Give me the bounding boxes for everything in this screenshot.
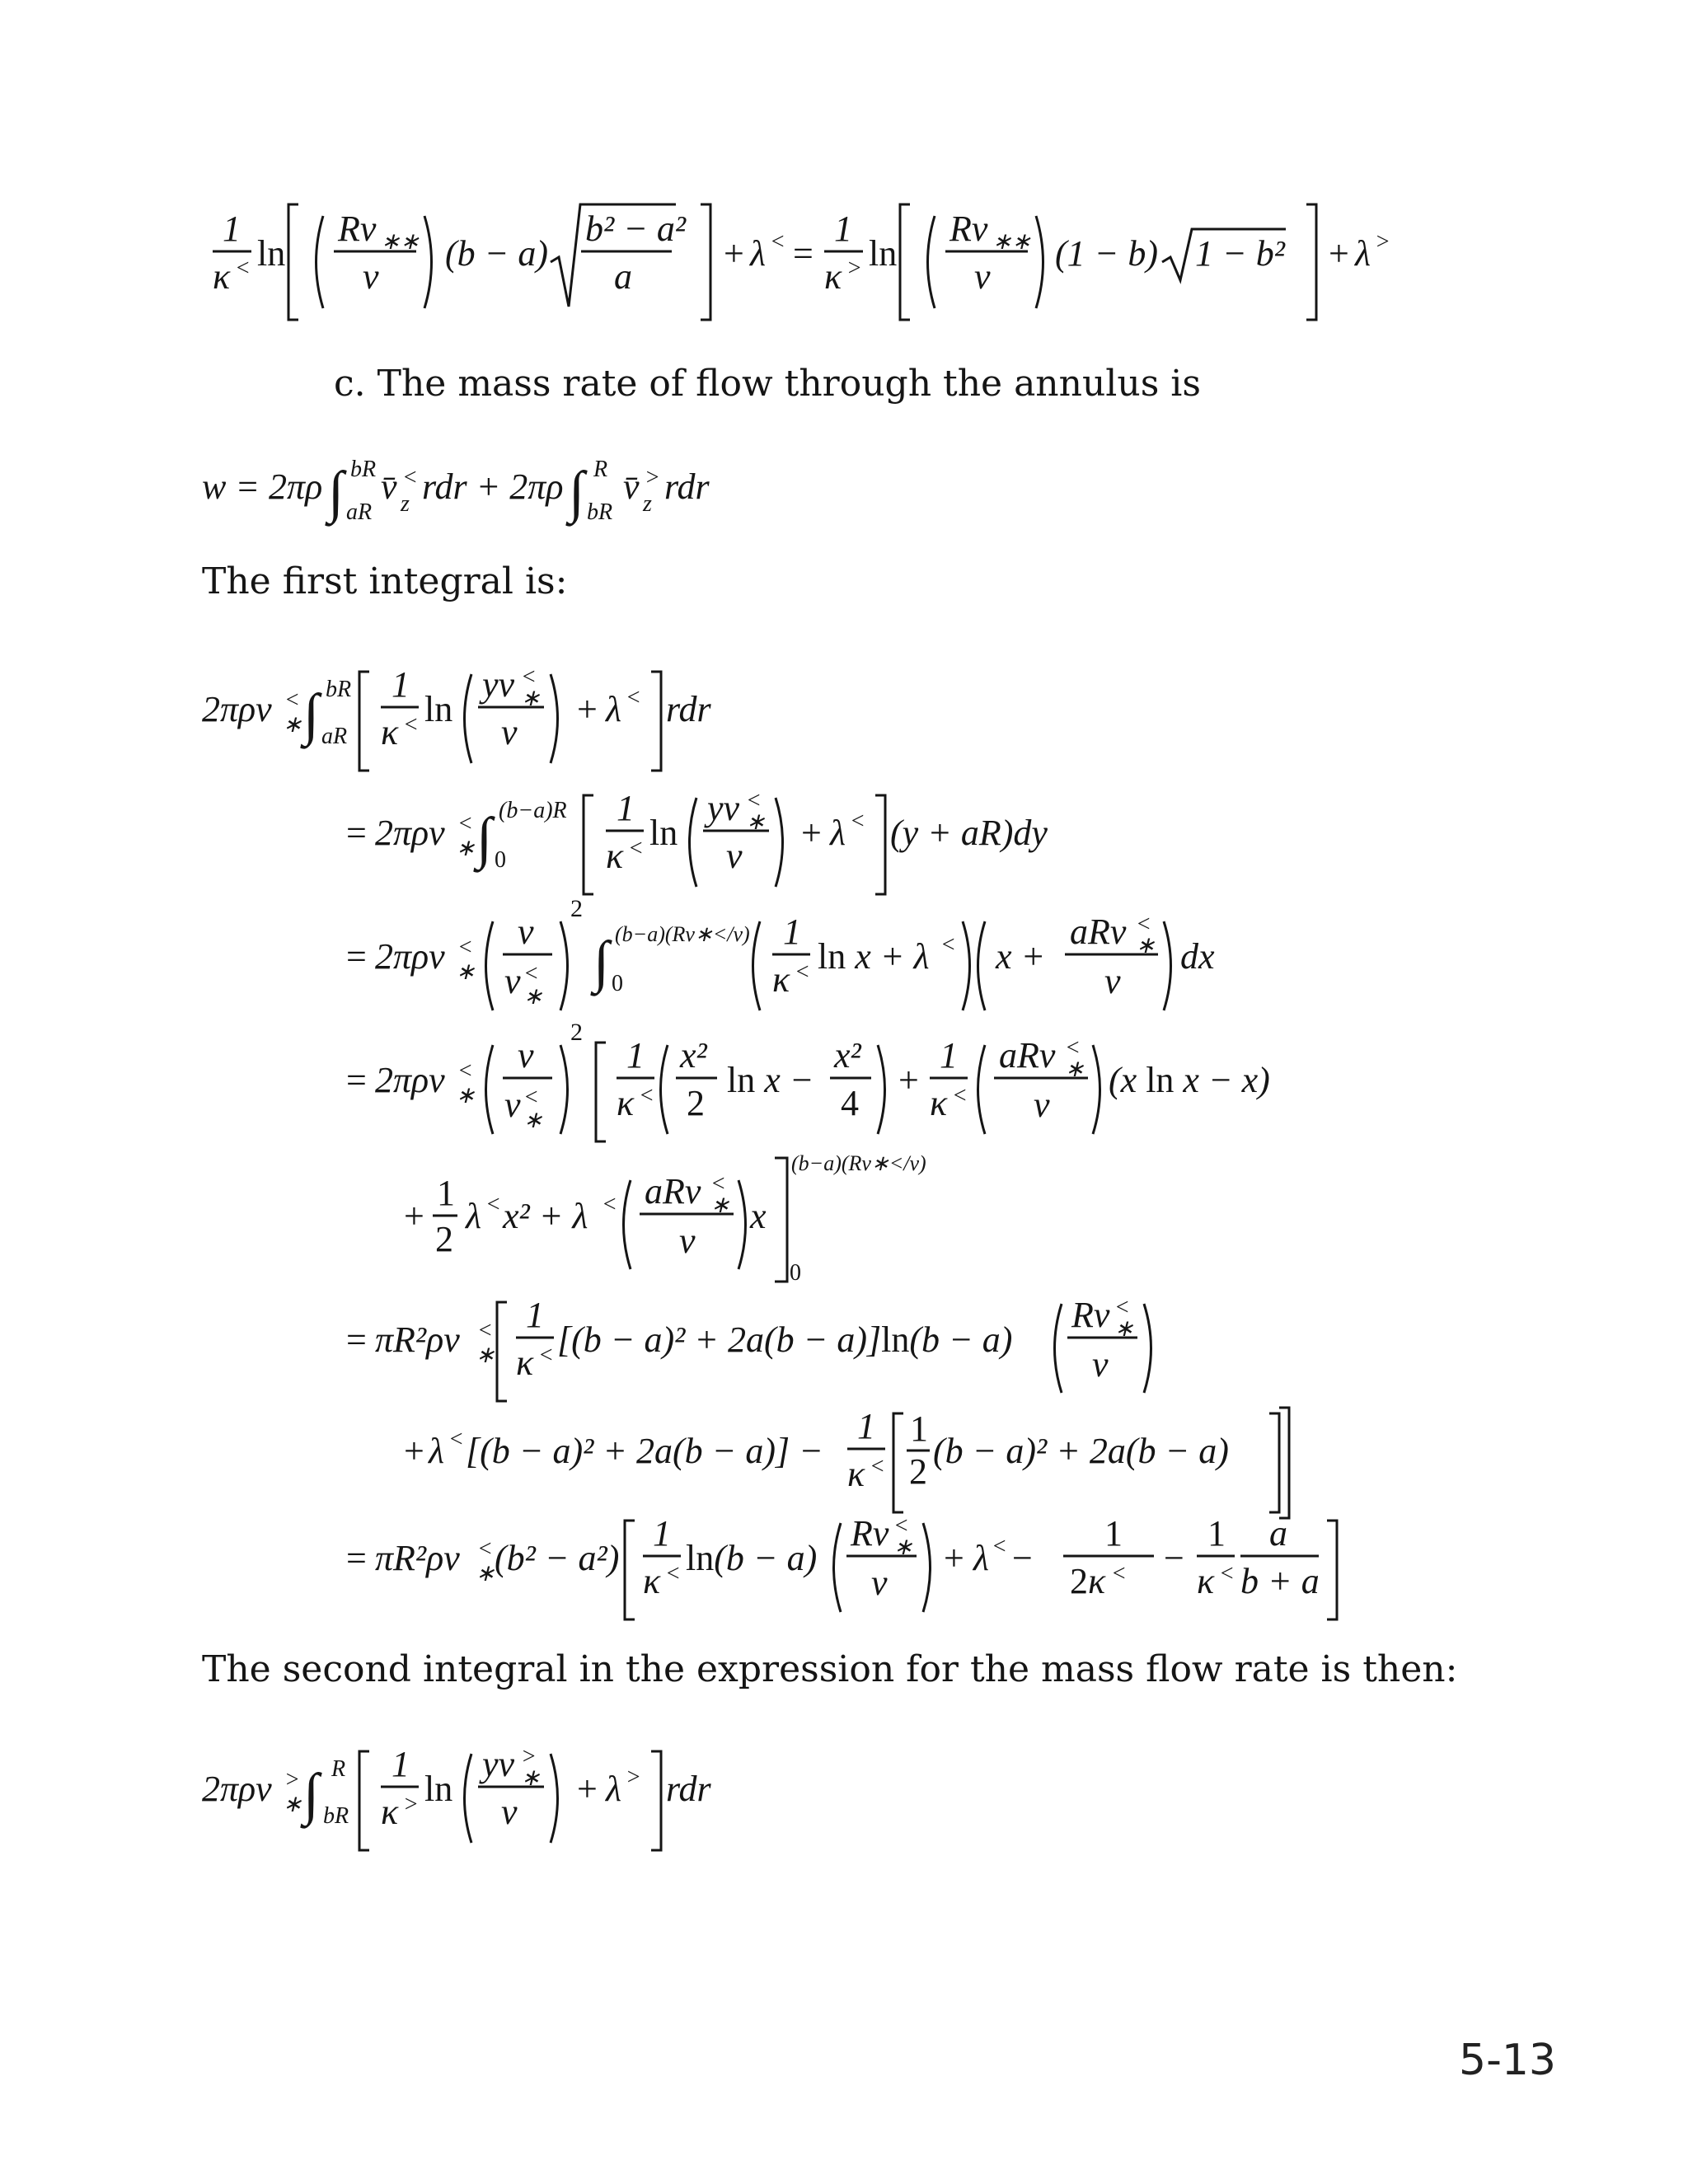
svg-text:Rv: Rv [851, 1513, 889, 1554]
svg-text:<: < [485, 1192, 501, 1217]
svg-text:ln: ln [649, 813, 678, 853]
svg-text:2: 2 [687, 1083, 705, 1123]
svg-text:Rv: Rv [338, 209, 377, 249]
svg-text:+: + [898, 1060, 919, 1100]
svg-text:<: < [284, 687, 300, 713]
svg-text:πR²ρv: πR²ρv [375, 1319, 460, 1360]
svg-text:>: > [626, 1765, 641, 1790]
svg-text:∗: ∗ [476, 1343, 495, 1368]
svg-text:∗: ∗ [521, 1765, 541, 1791]
svg-text:<: < [870, 1454, 885, 1479]
svg-text:aR: aR [346, 499, 373, 525]
svg-text:x +: x + [996, 936, 1046, 977]
svg-text:2: 2 [435, 1219, 453, 1259]
svg-text:=: = [346, 1319, 367, 1360]
svg-text:<: < [992, 1534, 1007, 1559]
svg-text:2κ: 2κ [1070, 1561, 1106, 1601]
svg-text:yv: yv [482, 664, 515, 705]
svg-text:(x ln x − x): (x ln x − x) [1109, 1060, 1270, 1100]
svg-text:∗: ∗ [456, 1083, 476, 1108]
svg-text:∗: ∗ [1065, 1057, 1085, 1082]
svg-text:κ: κ [381, 712, 399, 752]
svg-text:∫: ∫ [476, 807, 493, 870]
svg-text:rdr: rdr [666, 689, 711, 729]
svg-text:aR: aR [321, 724, 348, 749]
svg-text:x: x [750, 1196, 767, 1236]
svg-text:<: < [477, 1536, 493, 1562]
svg-text:∫: ∫ [569, 461, 585, 524]
svg-text:∗∗: ∗∗ [381, 229, 420, 255]
svg-text:bR: bR [326, 677, 352, 702]
svg-text:w = 2πρ: w = 2πρ [202, 466, 323, 507]
svg-text:1: 1 [857, 1406, 875, 1446]
svg-text:+: + [801, 813, 822, 853]
svg-text:+ λ: + λ [944, 1538, 989, 1578]
svg-text:∗: ∗ [476, 1561, 495, 1586]
svg-text:<: < [403, 712, 419, 738]
svg-text:ν: ν [1092, 1344, 1109, 1385]
svg-text:x²: x² [834, 1035, 861, 1076]
svg-text:>: > [521, 1744, 537, 1769]
svg-text:+: + [577, 689, 598, 729]
svg-text:<: < [521, 664, 537, 690]
svg-text:∫: ∫ [328, 461, 345, 524]
svg-text:<: < [402, 465, 418, 490]
svg-text:<: < [538, 1343, 554, 1368]
svg-text:bR: bR [587, 499, 613, 525]
svg-text:∗: ∗ [1136, 933, 1156, 958]
svg-text:−: − [1164, 1538, 1184, 1578]
svg-text:a: a [1269, 1513, 1287, 1554]
svg-text:∗: ∗ [283, 1792, 302, 1817]
svg-text:v: v [504, 1085, 521, 1125]
svg-text:4: 4 [841, 1083, 859, 1123]
svg-text:ln(b − a): ln(b − a) [686, 1538, 818, 1578]
svg-text:κ: κ [213, 256, 231, 297]
svg-text:ν: ν [363, 256, 379, 297]
svg-text:+: + [404, 1196, 424, 1236]
svg-text:∫: ∫ [303, 1763, 320, 1826]
svg-text:2πρv: 2πρv [375, 936, 445, 977]
svg-text:<: < [850, 808, 865, 834]
svg-text:∫: ∫ [593, 930, 610, 994]
svg-text:2: 2 [570, 895, 583, 922]
svg-text:1: 1 [223, 209, 241, 249]
svg-text:<: < [628, 836, 644, 861]
svg-text:1: 1 [1207, 1513, 1226, 1554]
svg-text:+: + [577, 1769, 598, 1809]
svg-text:<: < [1111, 1561, 1127, 1586]
svg-text:(b−a)(Rv∗</ν): (b−a)(Rv∗</ν) [791, 1151, 926, 1175]
svg-text:λ: λ [830, 813, 846, 853]
svg-text:1: 1 [653, 1513, 671, 1554]
page-number: 5-13 [1459, 2036, 1557, 2085]
svg-text:ν: ν [501, 1792, 518, 1832]
svg-text:<: < [457, 1058, 473, 1084]
svg-text:(b² − a²): (b² − a²) [495, 1538, 620, 1578]
svg-text:ν: ν [518, 1035, 534, 1076]
svg-text:ln x + λ: ln x + λ [818, 936, 930, 977]
svg-text:Rv: Rv [1071, 1295, 1110, 1335]
svg-text:bR: bR [350, 457, 377, 482]
svg-text:=: = [346, 936, 367, 977]
svg-text:1: 1 [910, 1408, 928, 1449]
svg-text:<: < [952, 1083, 968, 1108]
svg-text:<: < [477, 1318, 493, 1343]
svg-text:=: = [793, 233, 814, 274]
svg-text:<: < [710, 1171, 726, 1197]
svg-text:1: 1 [526, 1295, 544, 1335]
svg-text:>: > [284, 1767, 300, 1793]
svg-text:=: = [346, 1060, 367, 1100]
svg-text:κ: κ [824, 256, 842, 297]
svg-text:κ: κ [1197, 1561, 1215, 1601]
svg-text:∗: ∗ [523, 1108, 543, 1133]
svg-text:∗: ∗ [456, 836, 476, 861]
svg-text:ν: ν [871, 1563, 888, 1603]
svg-text:(b − a): (b − a) [445, 233, 548, 274]
svg-text:ln: ln [257, 233, 286, 274]
svg-text:ν: ν [726, 836, 743, 876]
svg-text:<: < [1219, 1561, 1235, 1586]
svg-text:κ: κ [643, 1561, 661, 1601]
svg-text:1: 1 [626, 1035, 645, 1076]
svg-text:v: v [504, 961, 521, 1001]
svg-text:aRv: aRv [645, 1171, 701, 1212]
svg-text:1 − b²: 1 − b² [1195, 233, 1285, 274]
svg-text:∗: ∗ [1114, 1316, 1134, 1342]
svg-text:−: − [1012, 1538, 1033, 1578]
svg-text:∗: ∗ [456, 959, 476, 985]
svg-text:(b−a)R: (b−a)R [499, 798, 567, 823]
svg-text:∗∗: ∗∗ [992, 229, 1031, 255]
svg-text:<: < [448, 1427, 464, 1452]
svg-text:κ: κ [606, 836, 624, 876]
svg-text:=: = [346, 813, 367, 853]
svg-text:1: 1 [392, 1744, 410, 1784]
svg-text:(y + aR)dy: (y + aR)dy [890, 813, 1048, 853]
svg-text:ln x −: ln x − [727, 1060, 814, 1100]
svg-text:κ: κ [847, 1454, 865, 1494]
svg-text:(1 − b): (1 − b) [1055, 233, 1158, 274]
svg-text:+: + [724, 233, 744, 274]
svg-text:κ: κ [516, 1343, 534, 1383]
svg-text:λ: λ [429, 1431, 445, 1471]
svg-text:<: < [235, 255, 251, 281]
svg-text:λ: λ [466, 1196, 482, 1236]
svg-text:2πρv: 2πρv [375, 1060, 445, 1100]
svg-text:ln: ln [424, 1769, 453, 1809]
svg-text:Rv: Rv [950, 209, 988, 249]
svg-text:>: > [846, 255, 862, 281]
svg-text:0: 0 [790, 1260, 801, 1286]
svg-text:0: 0 [612, 971, 623, 996]
svg-text:b + a: b + a [1240, 1561, 1320, 1601]
svg-text:∗: ∗ [283, 712, 302, 738]
svg-text:bR: bR [323, 1803, 349, 1829]
svg-text:2πρv: 2πρv [375, 813, 445, 853]
svg-text:<: < [1065, 1035, 1081, 1061]
svg-text:>: > [403, 1792, 419, 1817]
svg-text:∫: ∫ [303, 683, 320, 747]
svg-text:<: < [602, 1192, 617, 1217]
svg-text:<: < [1114, 1295, 1130, 1320]
svg-text:R: R [331, 1756, 346, 1782]
svg-text:(b−a)(Rv∗</ν): (b−a)(Rv∗</ν) [615, 922, 750, 946]
svg-text:<: < [639, 1083, 654, 1108]
svg-text:R: R [593, 457, 608, 482]
svg-text:z: z [643, 491, 652, 517]
svg-text:yv: yv [707, 788, 740, 828]
svg-text:x² + λ: x² + λ [503, 1196, 588, 1236]
svg-text:<: < [523, 1085, 539, 1110]
svg-text:2: 2 [909, 1451, 927, 1492]
svg-text:<: < [746, 788, 762, 813]
svg-text:2πρv: 2πρv [202, 1769, 272, 1809]
svg-text:<: < [770, 229, 785, 255]
svg-text:<: < [457, 935, 473, 960]
svg-text:1: 1 [940, 1035, 958, 1076]
svg-text:<: < [1136, 912, 1151, 937]
svg-text:z: z [401, 491, 410, 517]
svg-text:b² − a²: b² − a² [585, 209, 687, 249]
svg-text:x²: x² [680, 1035, 707, 1076]
svg-text:∗: ∗ [710, 1193, 730, 1218]
svg-text:aRv: aRv [999, 1035, 1056, 1076]
svg-text:(b − a)² + 2a(b − a): (b − a)² + 2a(b − a) [933, 1431, 1229, 1471]
svg-text:ν: ν [679, 1221, 696, 1261]
svg-text:∗: ∗ [746, 809, 766, 835]
svg-text:rdr: rdr [666, 1769, 711, 1809]
svg-text:λ: λ [1355, 233, 1372, 274]
svg-text:2πρv: 2πρv [202, 689, 272, 729]
svg-text:πR²ρv: πR²ρv [375, 1538, 460, 1578]
svg-text:1: 1 [617, 788, 635, 828]
svg-text:ν: ν [1034, 1085, 1050, 1125]
svg-text:<: < [893, 1513, 909, 1539]
svg-text:<: < [940, 932, 956, 958]
svg-text:1: 1 [834, 209, 852, 249]
svg-text:ln: ln [869, 233, 898, 274]
svg-text:=: = [346, 1538, 367, 1578]
svg-text:<: < [665, 1561, 681, 1586]
svg-text:λ: λ [606, 1769, 622, 1809]
svg-text:yv: yv [482, 1744, 515, 1784]
svg-text:v̄: v̄ [381, 466, 397, 507]
svg-text:κ: κ [772, 959, 790, 1000]
svg-text:>: > [645, 465, 660, 490]
svg-text:1: 1 [1104, 1513, 1123, 1554]
svg-text:rdr: rdr [664, 466, 710, 507]
svg-text:dx: dx [1180, 936, 1215, 977]
svg-text:<: < [626, 685, 641, 710]
svg-text:ν: ν [1104, 961, 1121, 1001]
svg-text:∗: ∗ [521, 686, 541, 711]
svg-text:κ: κ [381, 1792, 399, 1832]
svg-text:[(b − a)² + 2a(b − a)]ln(b − a: [(b − a)² + 2a(b − a)]ln(b − a) [557, 1319, 1013, 1360]
svg-text:κ: κ [930, 1083, 948, 1123]
svg-text:2: 2 [570, 1019, 583, 1046]
svg-text:∗: ∗ [523, 984, 543, 1010]
svg-text:1: 1 [783, 912, 801, 952]
svg-text:κ: κ [617, 1083, 635, 1123]
second-integral-text: The second integral in the expression for the mass flow rate is then: [202, 1648, 1458, 1690]
svg-text:∗: ∗ [893, 1535, 913, 1560]
svg-text:<: < [795, 959, 810, 985]
svg-text:ν: ν [974, 256, 991, 297]
svg-text:aRv: aRv [1070, 912, 1127, 952]
svg-text:+: + [1329, 233, 1349, 274]
svg-text:ν: ν [501, 712, 518, 752]
svg-text:>: > [1375, 229, 1390, 255]
svg-text:a: a [614, 256, 632, 297]
svg-text:1: 1 [437, 1173, 455, 1213]
svg-text:λ: λ [606, 689, 622, 729]
svg-text:+: + [404, 1431, 424, 1471]
first-integral-text: The first integral is: [202, 560, 568, 602]
svg-text:1: 1 [392, 664, 410, 705]
svg-text:<: < [457, 811, 473, 837]
svg-text:<: < [523, 961, 539, 987]
svg-text:[(b − a)² + 2a(b − a)] −: [(b − a)² + 2a(b − a)] − [466, 1431, 823, 1471]
svg-text:ln: ln [424, 689, 453, 729]
svg-text:λ: λ [750, 233, 767, 274]
svg-text:v̄: v̄ [623, 466, 640, 507]
svg-text:0: 0 [495, 847, 506, 873]
part-c-text: c. The mass rate of flow through the annulus is [334, 363, 1201, 405]
svg-text:rdr + 2πρ: rdr + 2πρ [422, 466, 564, 507]
svg-text:ν: ν [518, 912, 534, 952]
